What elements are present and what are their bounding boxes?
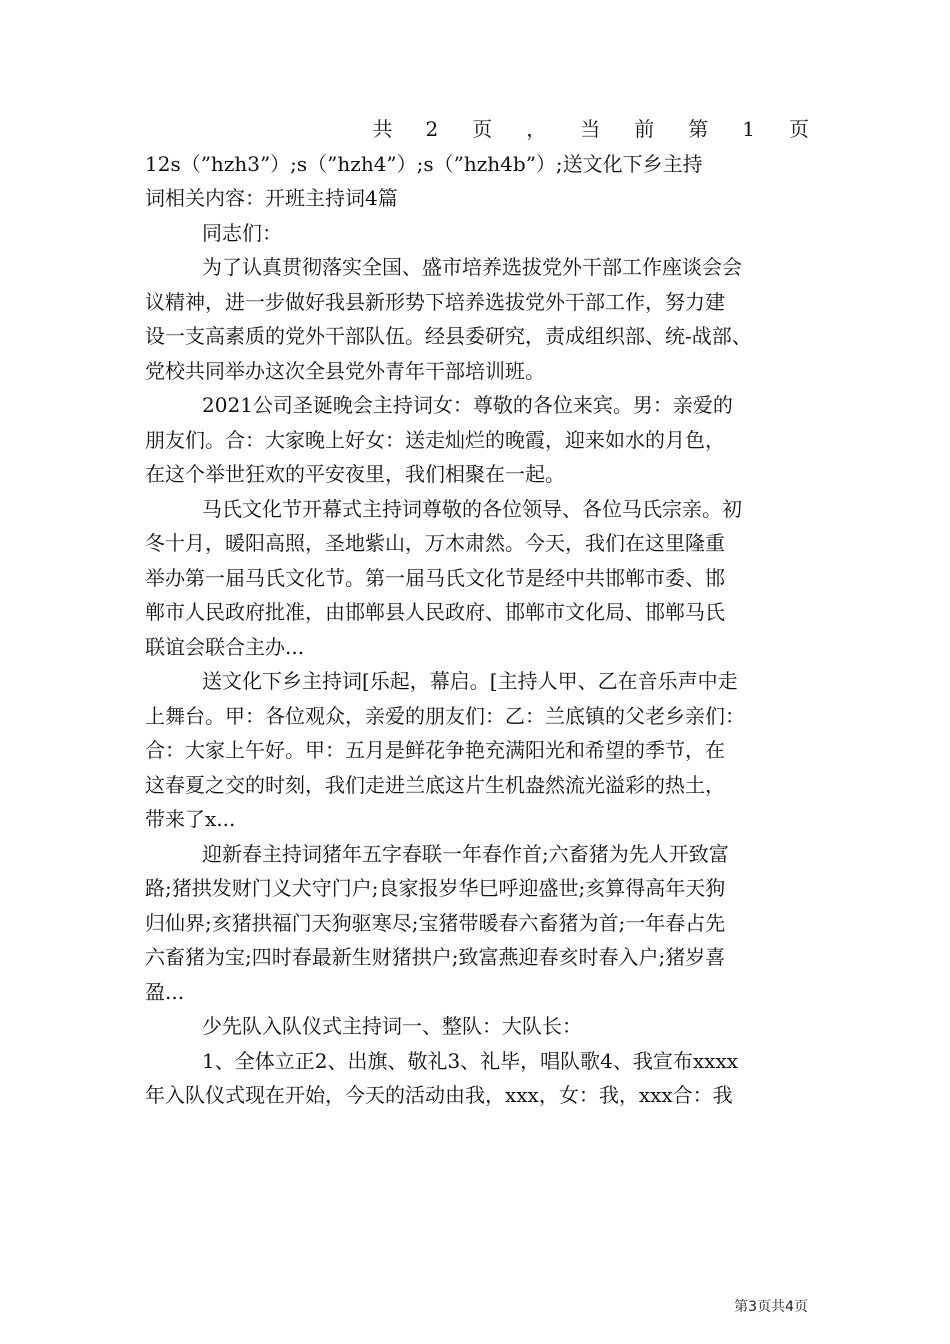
- paragraph: [145, 492, 809, 665]
- paragraph: [145, 1009, 809, 1044]
- header-char: 共: [372, 117, 393, 141]
- paragraph: [145, 664, 809, 837]
- paragraph-line: 带来了x...: [145, 807, 236, 831]
- paragraph-line: 联谊会联合主办...: [145, 634, 305, 659]
- intro-line: 12s（”hzh3”）;s（”hzh4”）;s（”hzh4b”）;送文化下乡主持: [145, 151, 703, 176]
- paragraph-line: 党校共同举办这次全县党外青年干部培训班。: [145, 358, 545, 383]
- paragraph-line: 少先队入队仪式主持词一、整队：大队长：: [202, 1014, 582, 1038]
- paragraph-line: 在这个举世狂欢的平安夜里，我们相聚在一起。: [145, 462, 565, 486]
- paragraph-line: 合：大家上午好。甲：五月是鲜花争艳充满阳光和希望的季节，在: [145, 738, 725, 762]
- paragraph-line: 举办第一届马氏文化节。第一届马氏文化节是经中共邯郸市委、邯: [145, 565, 725, 590]
- paragraph-line: 为了认真贯彻落实全国、盛市培养选拔党外干部工作座谈会会: [202, 255, 742, 279]
- page-counter-header: [145, 112, 809, 147]
- header-current-page: 1: [742, 117, 755, 141]
- paragraph-line: 设一支高素质的党外干部队伍。经县委研究，责成组织部、统-战部、: [145, 324, 752, 348]
- header-char: 当: [580, 117, 601, 141]
- paragraph-line: 马氏文化节开幕式主持词尊敬的各位领导、各位马氏宗亲。初: [202, 496, 742, 521]
- paragraph-line: 路;猪拱发财门义犬守门户;良家报岁华巳呼迎盛世;亥算得高年天狗: [145, 876, 726, 900]
- paragraph-line: 郸市人民政府批准，由邯郸县人民政府、邯郸市文化局、邯郸马氏: [145, 600, 725, 624]
- paragraph-line: 议精神，进一步做好我县新形势下培养选拔党外干部工作，努力建: [145, 289, 725, 314]
- header-total-pages: 2: [425, 117, 439, 141]
- header-char: ，: [526, 117, 547, 141]
- header-char: 页: [789, 117, 809, 141]
- paragraph: [145, 388, 809, 492]
- paragraph-line: 六畜猪为宝;四时春最新生财猪拱户;致富燕迎春亥时春入户;猪岁喜: [145, 945, 726, 969]
- header-char: 页: [472, 117, 493, 141]
- paragraph-line: 朋友们。合：大家晚上好女：送走灿烂的晚霞，迎来如水的月色，: [145, 427, 725, 452]
- header-char: 第: [688, 117, 709, 141]
- paragraph-line: 2021公司圣诞晚会主持词女：尊敬的各位来宾。男：亲爱的: [202, 393, 733, 417]
- paragraph-line: 迎新春主持词猪年五字春联一年春作首;六畜猪为先人开致富: [202, 841, 729, 866]
- intro-line: 词相关内容：开班主持词4篇: [145, 186, 398, 210]
- paragraph: [145, 1044, 809, 1113]
- paragraph-line: 同志们：: [202, 220, 282, 245]
- paragraph: [145, 216, 809, 251]
- paragraph-line: 年入队仪式现在开始，今天的活动由我，xxx，女：我，xxx合：我: [145, 1083, 733, 1107]
- paragraph: [145, 837, 809, 1010]
- paragraph: [145, 250, 809, 388]
- paragraph-line: 这春夏之交的时刻，我们走进兰底这片生机盎然流光溢彩的热土，: [145, 772, 725, 797]
- paragraph-line: 上舞台。甲：各位观众，亲爱的朋友们：乙：兰底镇的父老乡亲们：: [145, 703, 745, 728]
- paragraph-line: 1、全体立正2、出旗、敬礼3、礼毕，唱队歌4、我宣布xxxx: [202, 1048, 739, 1073]
- paragraph-line: 冬十月，暖阳高照，圣地紫山，万木肃然。今天，我们在这里隆重: [145, 531, 725, 555]
- paragraph-line: 盈...: [145, 979, 185, 1004]
- page-footer: 第3页共4页: [734, 1299, 808, 1315]
- document-body: [145, 112, 809, 1113]
- header-char: 前: [634, 117, 655, 141]
- paragraph-line: 送文化下乡主持词[乐起，幕启。[主持人甲、乙在音乐声中走: [202, 669, 738, 693]
- paragraph-line: 归仙界;亥猪拱福门天狗驱寒尽;宝猪带暖春六畜猪为首;一年春占先: [145, 910, 726, 935]
